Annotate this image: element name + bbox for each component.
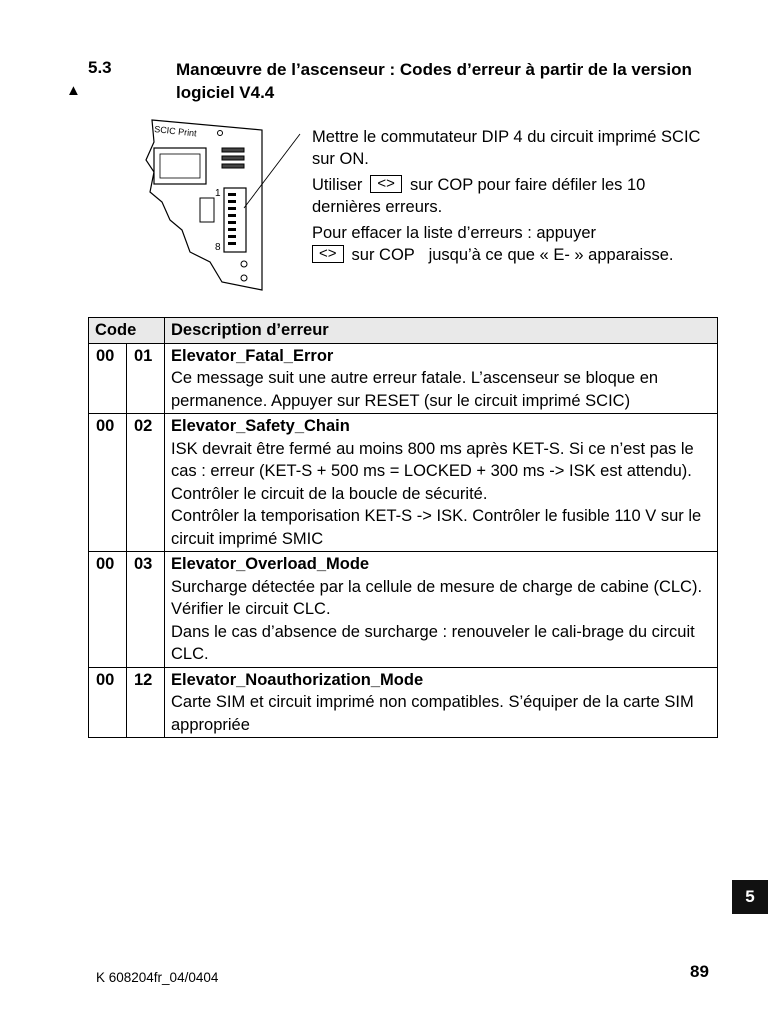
dip-label-1: 1 [215, 188, 221, 199]
error-name: Elevator_Overload_Mode [171, 555, 370, 573]
error-name: Elevator_Fatal_Error [171, 346, 334, 365]
scic-print-board-figure [140, 112, 305, 297]
error-description [165, 552, 718, 668]
code-a: 00 [89, 414, 127, 552]
error-text: Carte SIM et circuit imprimé non compatibles. S’équiper de la carte SIM appropriée [171, 693, 694, 734]
error-text: Surcharge détectée par la cellule de mesure de charge de cabine (CLC). Vérifier le circuit CLC. [171, 577, 703, 618]
code-a: 00 [89, 343, 127, 414]
instruction-scroll [312, 174, 712, 218]
code-b: 12 [127, 667, 165, 738]
instruction-scroll-pre: Utiliser [312, 176, 363, 194]
instruction-scroll-post: sur COP pour faire défiler les 10 dernières erreurs. [312, 176, 646, 216]
document-reference: K 608204fr_04/0404 [96, 970, 219, 985]
dip-label-8: 8 [215, 242, 221, 253]
error-description [165, 343, 718, 414]
table-row [89, 552, 718, 668]
section-title: Manœuvre de l’ascenseur : Codes d’erreur à partir de la version logiciel V4.4 [176, 60, 692, 102]
key-symbol: <> [370, 175, 402, 193]
code-a: 00 [89, 667, 127, 738]
section-marker-icon: ▲ [66, 82, 81, 99]
error-name: Elevator_Noauthorization_Mode [171, 670, 424, 689]
header-description: Description d’erreur [165, 318, 718, 344]
error-code-table [88, 317, 718, 738]
error-text: Ce message suit une autre erreur fatale. L’ascenseur se bloque en permanence. Appuyer sur RESET (sur le circuit imprimé SCIC) [171, 369, 659, 410]
code-b: 01 [127, 343, 165, 414]
section-number: 5.3 [88, 58, 112, 77]
header-code: Code [89, 318, 165, 344]
code-b: 02 [127, 414, 165, 552]
page-number: 89 [690, 962, 709, 981]
table-row [89, 414, 718, 552]
instructions [312, 126, 712, 270]
instruction-dip: Mettre le commutateur DIP 4 du circuit imprimé SCIC sur ON. [312, 128, 701, 168]
key-symbol: <> [312, 245, 344, 263]
error-text: Dans le cas d’absence de surcharge : renouveler le cali-brage du circuit CLC. [171, 622, 695, 663]
error-text: Contrôler la temporisation KET-S -> ISK. Contrôler le fusible 110 V sur le circuit imprimé SMIC [171, 507, 702, 548]
instruction-clear-pre: Pour effacer la liste d’erreurs : appuyer [312, 224, 597, 242]
instruction-clear-post: jusqu’à ce que « E- » apparaisse. [428, 246, 674, 264]
code-b: 03 [127, 552, 165, 668]
table-row [89, 667, 718, 738]
instruction-clear-mid: sur COP [351, 246, 415, 264]
instruction-clear [312, 222, 712, 266]
board-label: SCIC Print [153, 124, 198, 139]
error-text: ISK devrait être fermé au moins 800 ms après KET-S. Si ce n’est pas le cas : erreur (KET-S + 500 ms = LOCKED + 300 ms -> ISK est attendu). Contrôler le circuit de la boucle de sécurité. [171, 439, 694, 503]
error-name: Elevator_Safety_Chain [171, 417, 350, 435]
error-description [165, 414, 718, 552]
error-description [165, 667, 718, 738]
table-row [89, 343, 718, 414]
chapter-tab: 5 [732, 880, 768, 914]
code-a: 00 [89, 552, 127, 668]
